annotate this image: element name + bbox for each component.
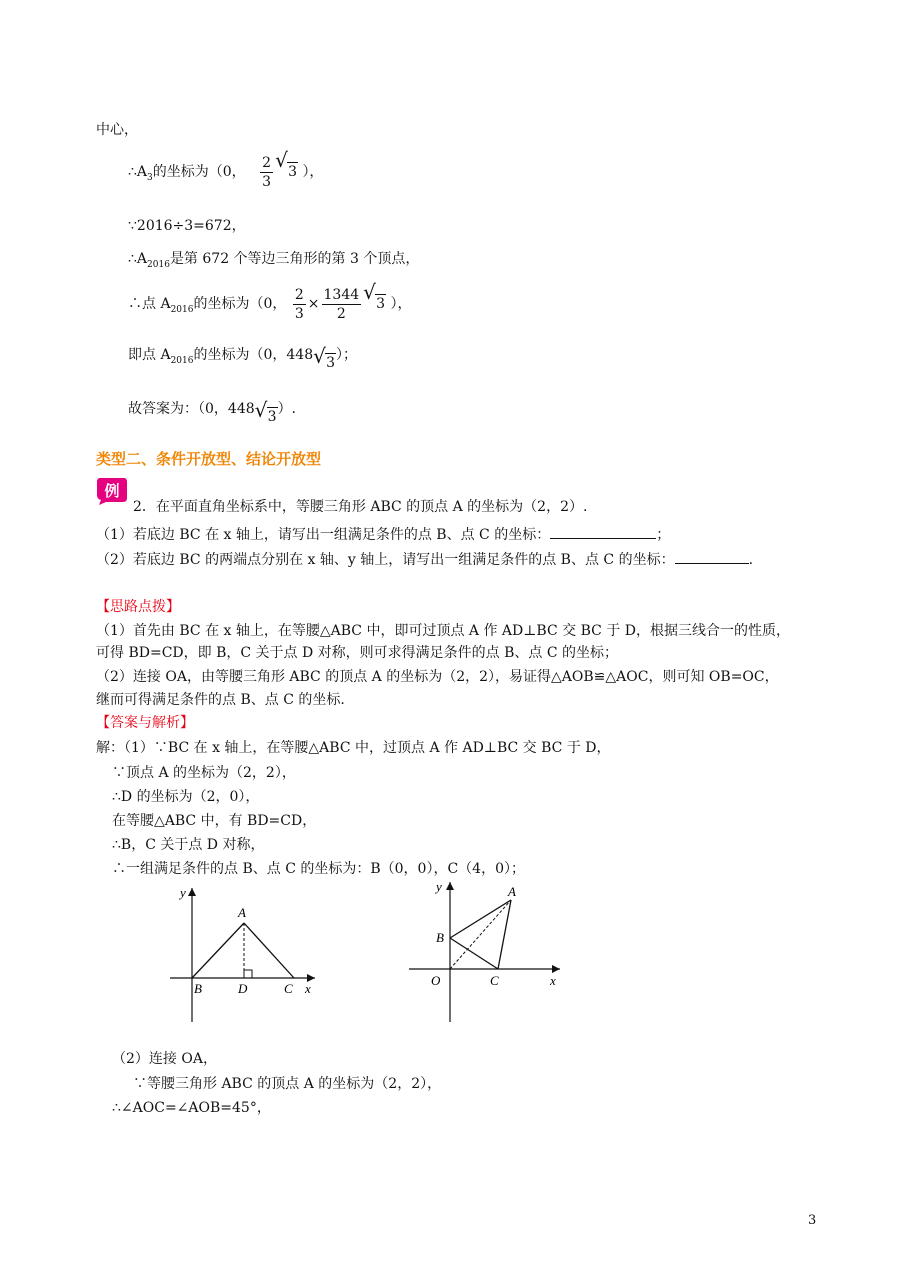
point-label-c: C xyxy=(284,981,293,996)
text-line: ∵2016÷3=672， xyxy=(128,218,246,234)
point-label-c: C xyxy=(490,973,499,988)
point-label-d: D xyxy=(238,981,248,996)
example-badge xyxy=(96,476,128,506)
text-line: $\therefore A_3$的坐标为（0， $\frac{2}{3}$ √ 3 ）， xyxy=(128,152,323,198)
solution-line: ∴B，C 关于点 D 对称， xyxy=(112,837,265,853)
text-line: $\therefore A_{2016}$是第 672 个等边三角形的第 3 个顶点， xyxy=(128,251,420,270)
fraction: $\frac{2}{3}$ xyxy=(294,286,304,322)
solution-line: ∴一组满足条件的点 B、点 C 的坐标为：B（0，0），C（4，0）； xyxy=(112,861,525,877)
axis-label-x: x xyxy=(305,981,311,996)
solution-line: ∴D 的坐标为（2，0）， xyxy=(112,789,260,805)
solution-line: ∵等腰三角形 ABC 的顶点 A 的坐标为（2，2）， xyxy=(133,1076,442,1092)
text-line: 中心， xyxy=(96,122,138,138)
page-number: 3 xyxy=(808,1213,817,1228)
solution-line: ∵顶点 A 的坐标为（2，2）， xyxy=(112,765,296,781)
text-line: 即点 $A_{2016}$的坐标为（0，448 √ 3）； xyxy=(128,340,357,378)
point-label-a: A xyxy=(238,905,246,920)
point-label-o: O xyxy=(431,973,441,988)
solution-line: 解：（1）∵BC 在 x 轴上，在等腰△ABC 中，过顶点 A 作 AD⊥BC 交 BC 于 D， xyxy=(96,740,611,756)
problem-stem: 2．在平面直角坐标系中，等腰三角形 ABC 的顶点 A 的坐标为（2，2）. xyxy=(133,499,588,515)
figure-isosceles-on-x-axis xyxy=(160,880,330,1030)
hint-line: 继而可得满足条件的点 B、点 C 的坐标. xyxy=(96,692,345,708)
section-title: 类型二、条件开放型、结论开放型 xyxy=(96,450,322,468)
sqrt: √ 3 xyxy=(313,344,336,371)
solution-line: ∴∠AOC=∠AOB=45°， xyxy=(112,1100,271,1116)
axis-label-y: y xyxy=(180,885,186,900)
text-line: ∴点 $A_{2016}$的坐标为（0， $\frac{2}{3}$ × $\frac{1344}{2}$ √ 3 ）， xyxy=(128,284,412,330)
axis-label-y: y xyxy=(436,879,442,894)
hint-title: 【思路点拨】 xyxy=(96,599,180,615)
fraction: $\frac{2}{3}$ xyxy=(262,154,272,190)
text-line: 故答案为：（0，448 √ 3）. xyxy=(128,394,296,432)
hint-line: （2）连接 OA，由等腰三角形 ABC 的顶点 A 的坐标为（2，2），易证得△AOB≌△AOC，则可知 OB=OC， xyxy=(96,669,779,685)
hint-line: 可得 BD=CD，即 B，C 关于点 D 对称，则可求得满足条件的点 B、点 C 的坐标； xyxy=(96,645,619,661)
hint-line: （1）首先由 BC 在 x 轴上，在等腰△ABC 中，即可过顶点 A 作 AD⊥BC 交 BC 于 D，根据三线合一的性质， xyxy=(96,623,790,639)
point-label-b: B xyxy=(436,930,444,945)
solution-line: 在等腰△ABC 中，有 BD=CD， xyxy=(112,813,317,829)
solution-line: （2）连接 OA， xyxy=(112,1051,217,1067)
axis-label-x: x xyxy=(550,973,556,988)
problem-q2: （2）若底边 BC 的两端点分别在 x 轴、y 轴上，请写出一组满足条件的点 B、点 C 的坐标： . xyxy=(96,549,753,570)
fraction: $\frac{1344}{2}$ xyxy=(323,286,360,322)
problem-q1: （1）若底边 BC 在 x 轴上，请写出一组满足条件的点 B、点 C 的坐标： ； xyxy=(96,524,670,545)
point-label-b: B xyxy=(194,981,202,996)
answer-blank xyxy=(675,549,749,564)
svg-text:例: 例 xyxy=(104,482,120,500)
sqrt: √ 3 xyxy=(254,398,277,425)
answer-title: 【答案与解析】 xyxy=(96,715,194,731)
point-label-a: A xyxy=(508,884,516,899)
answer-blank xyxy=(550,524,656,539)
sqrt: √ 3 xyxy=(363,280,386,312)
figure-isosceles-on-axes xyxy=(405,878,575,1028)
sqrt: √ 3 xyxy=(275,148,297,180)
